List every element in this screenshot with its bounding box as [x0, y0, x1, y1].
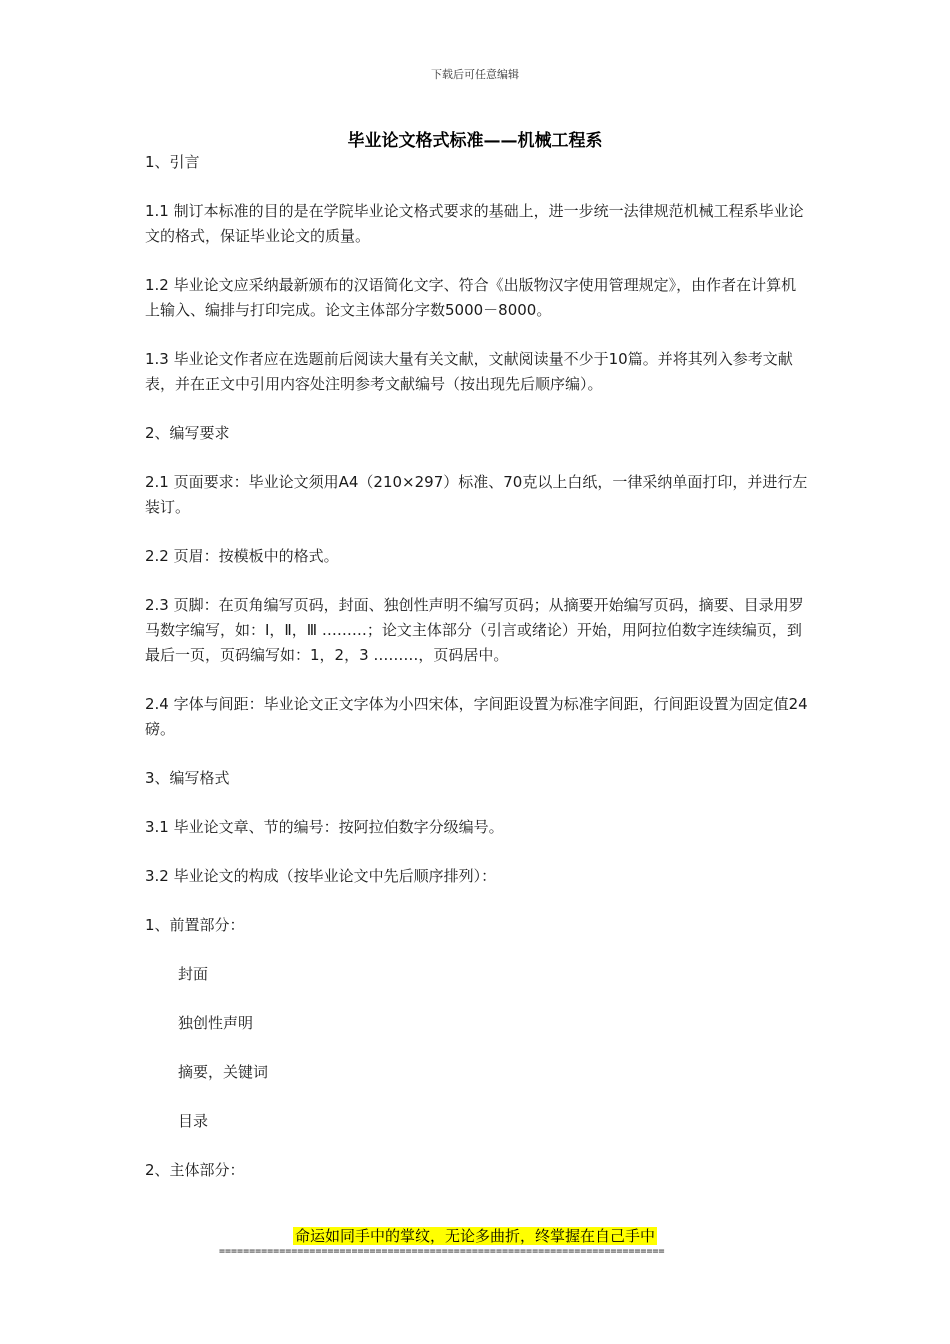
section-heading-intro: 1、引言	[145, 153, 200, 171]
front-item-toc: 目录	[178, 1112, 209, 1130]
document-body	[145, 150, 810, 1183]
page-header: 下载后可任意编辑	[431, 68, 519, 81]
document-title: 毕业论文格式标准——机械工程系	[347, 131, 603, 151]
footer-motto-text: 命运如同手中的掌纹，无论多曲折，终掌握在自己手中	[294, 1227, 655, 1245]
paragraph-1-2: 1.2 毕业论文应采纳最新颁布的汉语简化文字、符合《出版物汉字使用管理规定》，由作者在计算机上输入、编排与打印完成。论文主体部分字数5000－8000。	[145, 276, 797, 319]
paragraph-3-2: 3.2 毕业论文的构成（按毕业论文中先后顺序排列）：	[145, 867, 497, 885]
subheading-main-body: 2、主体部分：	[145, 1161, 245, 1179]
footer-motto	[0, 1225, 950, 1247]
section-heading-format: 3、编写格式	[145, 769, 230, 787]
paragraph-2-3: 2.3 页脚：在页角编写页码，封面、独创性声明不编写页码；从摘要开始编写页码，摘要、目录用罗马数字编写，如：Ⅰ，Ⅱ，Ⅲ ………；论文主体部分（引言或绪论）开始，用阿拉伯数字连续编页，到最后一页，页码编写如：1，2，3 ………，页码居中。	[145, 596, 804, 664]
paragraph-2-1: 2.1 页面要求：毕业论文须用A4（210×297）标准、70克以上白纸，一律采纳单面打印，并进行左装订。	[145, 473, 808, 516]
paragraph-2-4: 2.4 字体与间距：毕业论文正文字体为小四宋体，字间距设置为标准字间距，行间距设置为固定值24磅。	[145, 695, 808, 738]
paragraph-2-2: 2.2 页眉：按模板中的格式。	[145, 547, 339, 565]
paragraph-1-3: 1.3 毕业论文作者应在选题前后阅读大量有关文献，文献阅读量不少于10篇。并将其列入参考文献表，并在正文中引用内容处注明参考文献编号（按出现先后顺序编）。	[145, 350, 793, 393]
front-item-cover: 封面	[178, 965, 209, 983]
footer-divider: ==========================================================================	[219, 1246, 665, 1257]
paragraph-1-1: 1.1 制订本标准的目的是在学院毕业论文格式要求的基础上，进一步统一法律规范机械工程系毕业论文的格式，保证毕业论文的质量。	[145, 202, 804, 245]
front-item-abstract: 摘要，关键词	[178, 1063, 269, 1081]
front-item-declaration: 独创性声明	[178, 1014, 254, 1032]
subheading-front-matter: 1、前置部分：	[145, 916, 245, 934]
section-heading-requirements: 2、编写要求	[145, 424, 230, 442]
paragraph-3-1: 3.1 毕业论文章、节的编号：按阿拉伯数字分级编号。	[145, 818, 504, 836]
